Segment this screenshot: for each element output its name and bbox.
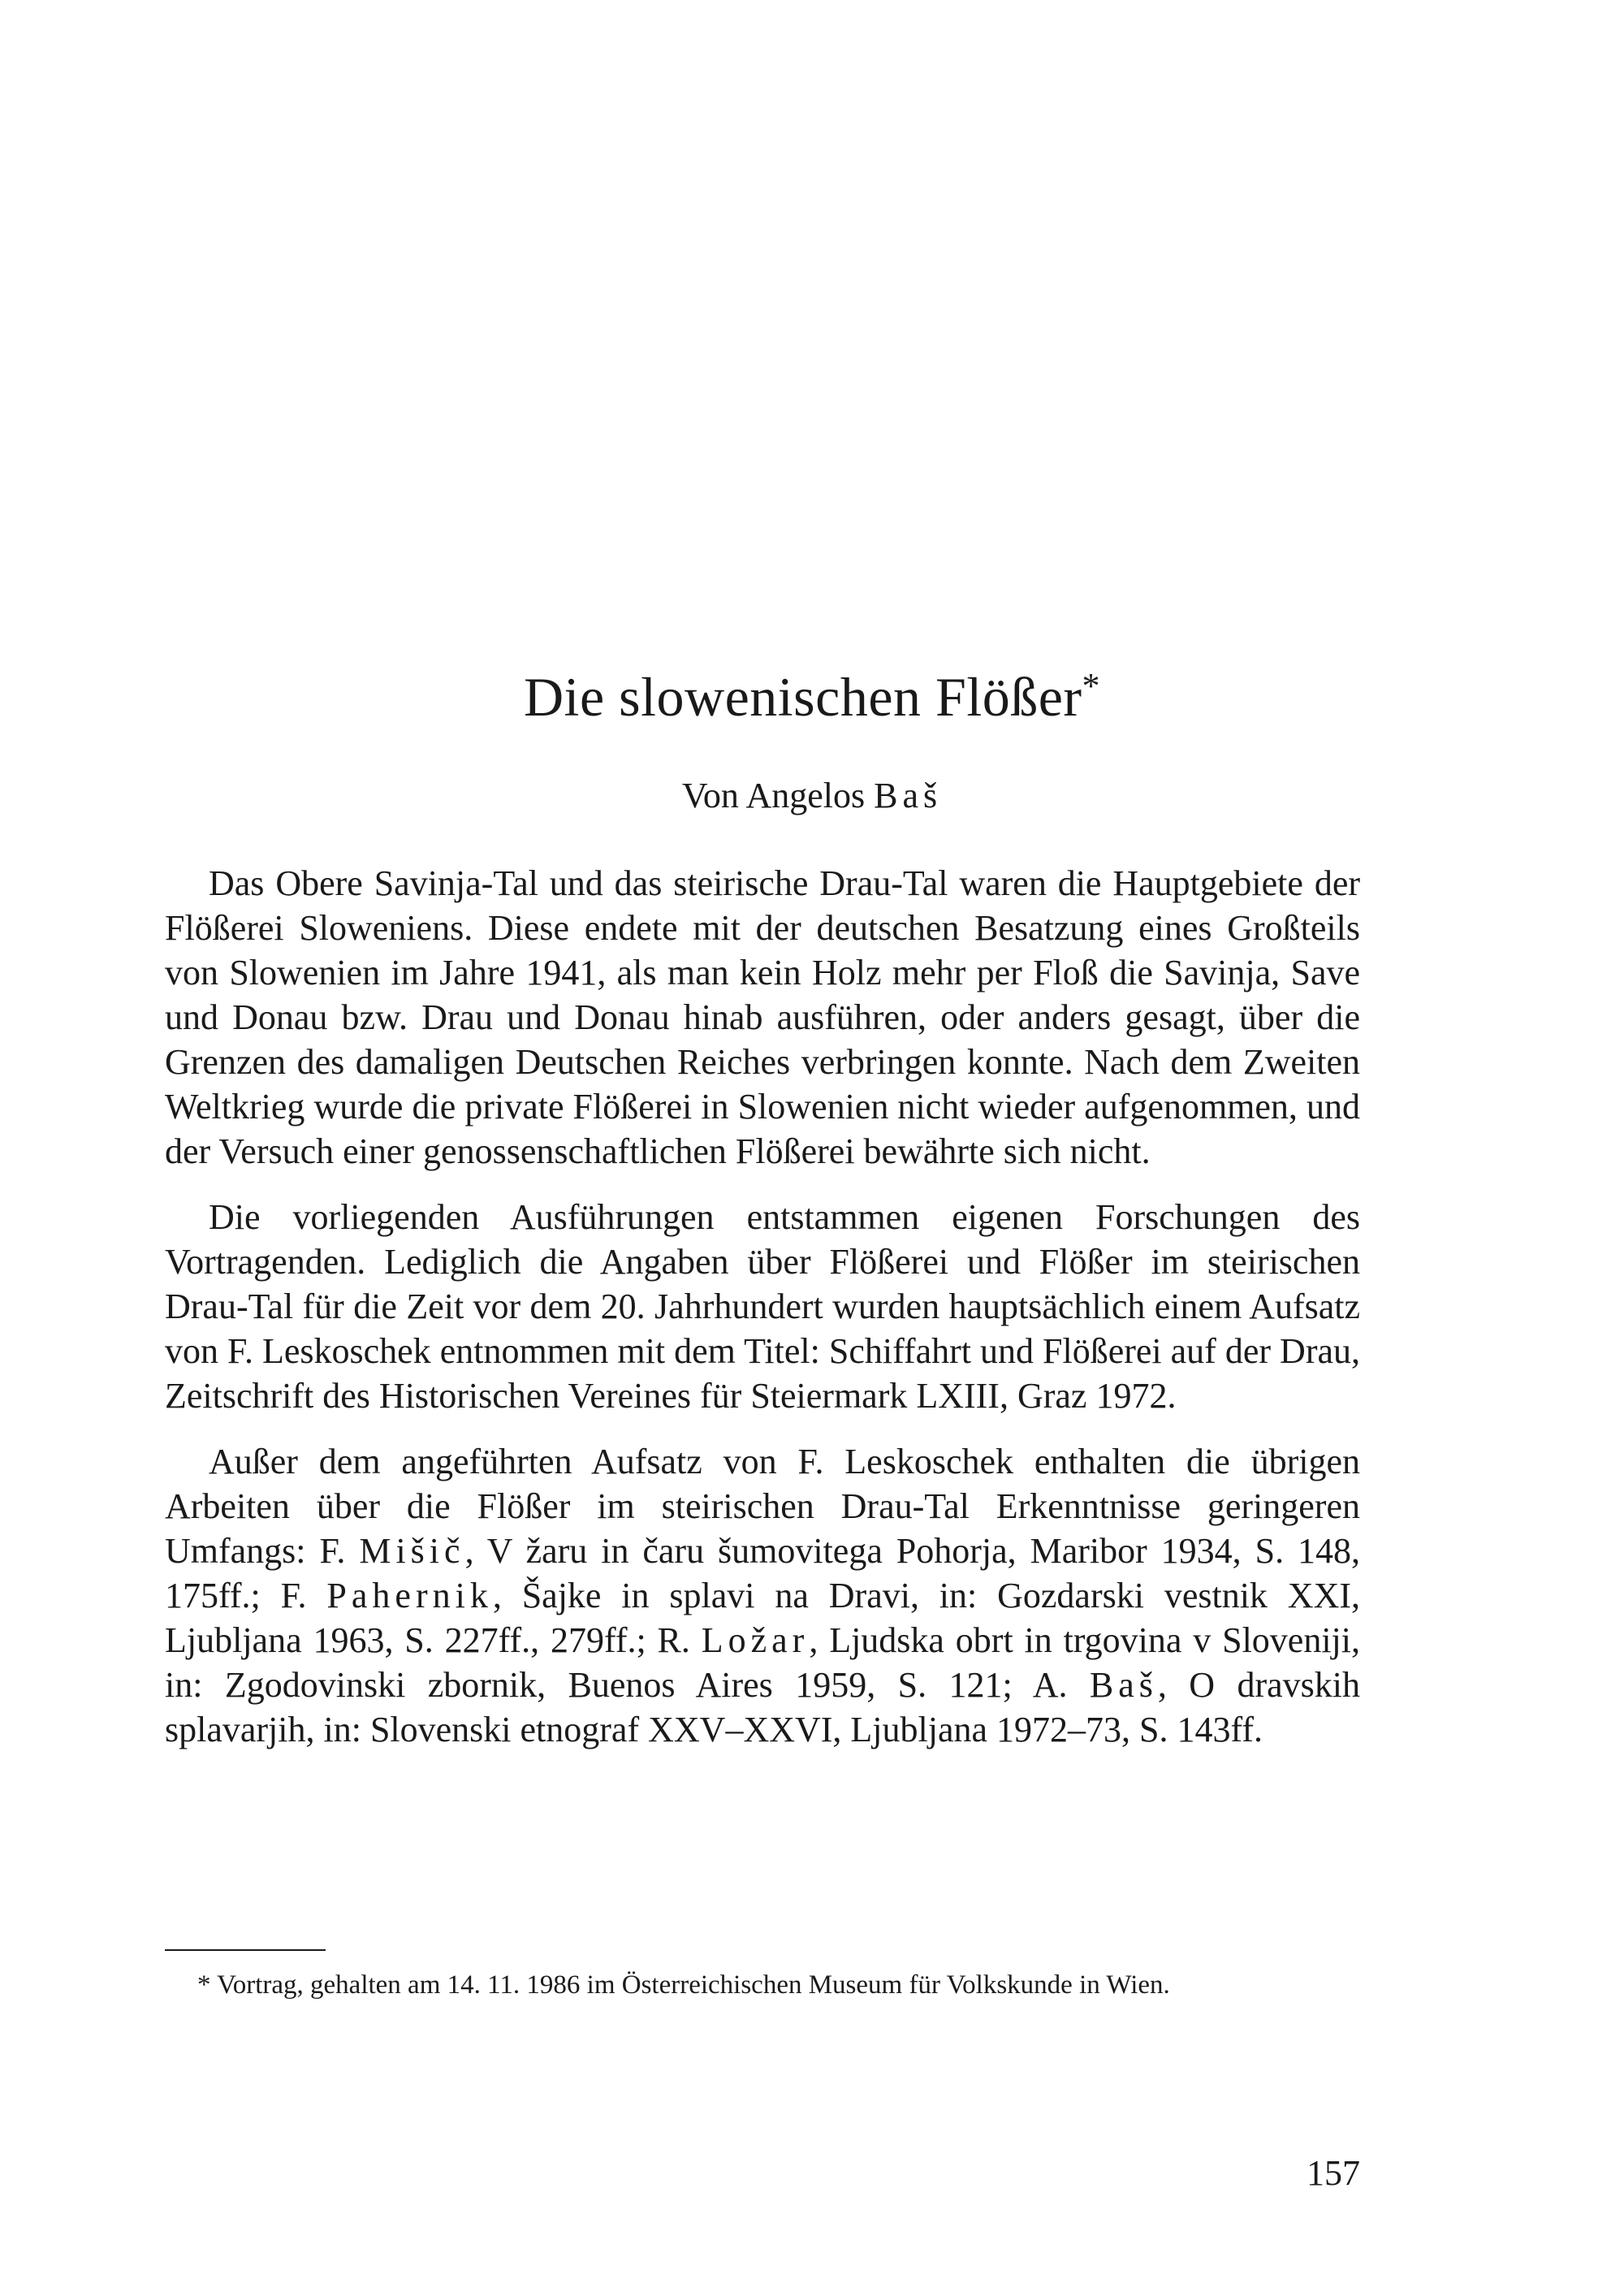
byline-prefix: Von Angelos: [681, 776, 875, 815]
paragraph-1: Das Obere Savinja-Tal und das steirische Drau-Tal waren die Hauptgebiete der Flößerei Sloweniens. Diese endete mit der deutschen Besatzung eines Großteils von Slowenien im Jahre 1941, als man kein Holz mehr per Floß die Savinja, Save und Donau bzw. Drau und Donau hinab ausführen, oder anders gesagt, über die Grenzen des damaligen Deutschen Reiches verbringen konnte. Nach dem Zweiten Weltkrieg wurde die private Flößerei in Slowenien nicht wieder aufgenommen, und der Versuch einer genossenschaftlichen Flößerei bewährte sich nicht.: [165, 863, 1360, 1171]
author-bas: Baš: [1089, 1665, 1158, 1705]
title-footnote-marker[interactable]: *: [1082, 666, 1101, 706]
paragraph-3-text-1: Außer dem angeführten Aufsatz von F. Leskoschek enthalten die übrigen Arbeiten über die Flößer im steirischen Drau-Tal Erkenntnisse geringeren Umfangs: F.: [165, 1442, 1360, 1571]
paragraph-3-text-2: , V žaru in čaru šumovitega Pohorja, Maribor 1934, S. 148, 175ff.; F.: [165, 1531, 1360, 1615]
article-body: [165, 861, 1360, 1773]
paragraph-3-text-5: , O dravskih splavarjih, in: Slovenski etnograf XXV–XXVI, Ljubljana 1972–73, S. 143ff.: [165, 1665, 1360, 1749]
page-number: 157: [1307, 2153, 1360, 2193]
footnote-divider: [165, 1949, 326, 1951]
footnote-marker: *: [197, 1970, 211, 2000]
footnote: [165, 1967, 1360, 2003]
paragraph-3: [165, 1439, 1360, 1752]
author-name: Baš: [874, 776, 943, 815]
article-title: [162, 664, 1462, 729]
author-misic: Mišič: [359, 1531, 465, 1571]
footnote-text: Vortrag, gehalten am 14. 11. 1986 im Österreichischen Museum für Volkskunde in Wien.: [210, 1970, 1170, 2000]
author-lozar: Ložar: [701, 1620, 810, 1660]
paragraph-3-text-4: , Ljudska obrt in trgovina v Sloveniji, in: Zgodovinski zbornik, Buenos Aires 1959, S. 121; A.: [165, 1620, 1361, 1705]
paragraph-2: Die vorliegenden Ausführungen entstammen eigenen Forschungen des Vortragenden. Lediglich die Angaben über Flößerei und Flößer im steirischen Drau-Tal für die Zeit vor dem 20. Jahrhundert wurden hauptsächlich einem Aufsatz von F. Leskoschek entnommen mit dem Titel: Schiffahrt und Flößerei auf der Drau, Zeitschrift des Historischen Vereines für Steiermark LXIII, Graz 1972.: [165, 1197, 1360, 1416]
article-title-text: Die slowenischen Flößer: [523, 666, 1082, 728]
paragraph-3-text-3: , Šajke in splavi na Dravi, in: Gozdarski vestnik XXI, Ljubljana 1963, S. 227ff., 279ff.; R.: [165, 1576, 1360, 1660]
author-pahernik: Pahernik: [326, 1576, 493, 1615]
article-byline: [162, 773, 1462, 819]
